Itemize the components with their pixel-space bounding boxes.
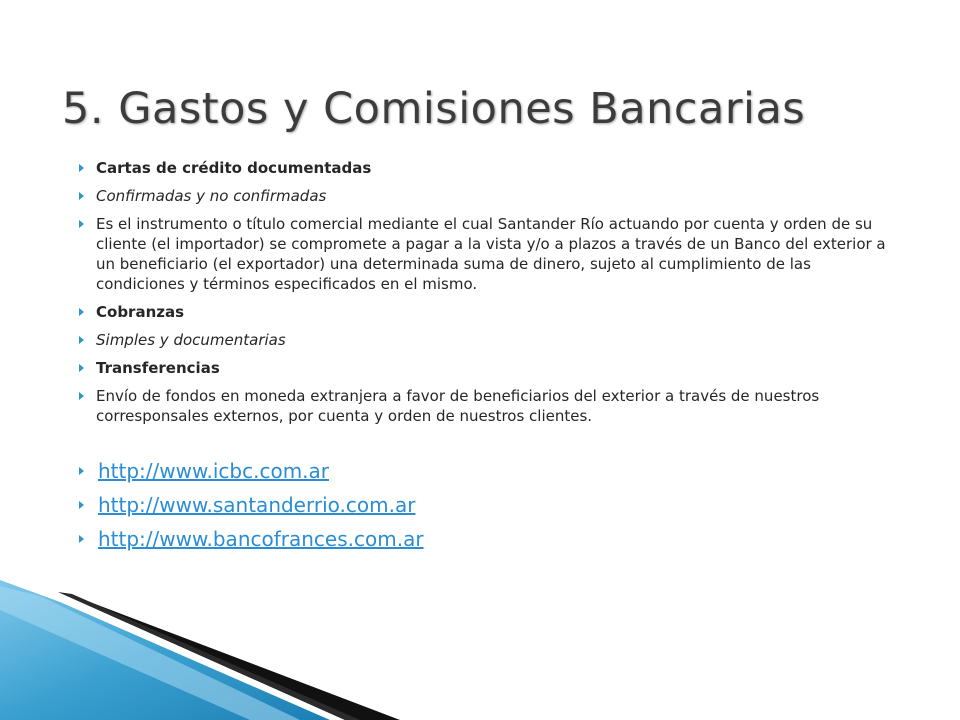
list-item: [76, 302, 896, 322]
bullet-text: Cobranzas: [96, 303, 185, 321]
bullet-text: Envío de fondos en moneda extranjera a favor de beneficiarios del exterior a través de nuestros corresponsales externos, por cuenta y orden de nuestros clientes.: [96, 387, 820, 425]
bullet-arrow-icon: [79, 220, 84, 228]
spacer: [76, 434, 896, 458]
list-item: [76, 186, 896, 206]
bullet-arrow-icon: [79, 467, 84, 475]
bullet-list: [76, 158, 896, 560]
list-item: [76, 386, 896, 426]
bullet-text: Transferencias: [96, 359, 220, 377]
bullet-arrow-icon: [79, 164, 84, 172]
bullet-arrow-icon: [79, 192, 84, 200]
bullet-text: Simples y documentarias: [96, 331, 286, 349]
list-item: [76, 330, 896, 350]
icbc-link[interactable]: http://www.icbc.com.ar: [98, 459, 330, 483]
santanderrio-link[interactable]: http://www.santanderrio.com.ar: [98, 493, 416, 517]
bullet-text: Confirmadas y no confirmadas: [96, 187, 327, 205]
bullet-arrow-icon: [79, 501, 84, 509]
bullet-arrow-icon: [79, 535, 84, 543]
list-item: [76, 358, 896, 378]
bullet-arrow-icon: [79, 308, 84, 316]
corner-swoosh-decoration: [0, 580, 960, 720]
bancofrances-link[interactable]: http://www.bancofrances.com.ar: [98, 527, 424, 551]
bullet-arrow-icon: [79, 336, 84, 344]
bullet-text: Es el instrumento o título comercial mediante el cual Santander Río actuando por cuenta y orden de su cliente (el importador) se compromete a pagar a la vista y/o a plazos a través de un Banco del exterior a un beneficiario (el exportador) una determinada suma de dinero, sujeto al cumplimiento de las condiciones y términos especificados en el mismo.: [96, 215, 886, 293]
bullet-arrow-icon: [79, 364, 84, 372]
bullet-arrow-icon: [79, 392, 84, 400]
list-item: [76, 158, 896, 178]
bullet-text: Cartas de crédito documentadas: [96, 159, 372, 177]
link-item-santanderrio: [76, 492, 896, 518]
slide-title: 5. Gastos y Comisiones Bancarias: [62, 84, 806, 134]
link-item-icbc: [76, 458, 896, 484]
link-item-bancofrances: [76, 526, 896, 552]
list-item: [76, 214, 896, 294]
